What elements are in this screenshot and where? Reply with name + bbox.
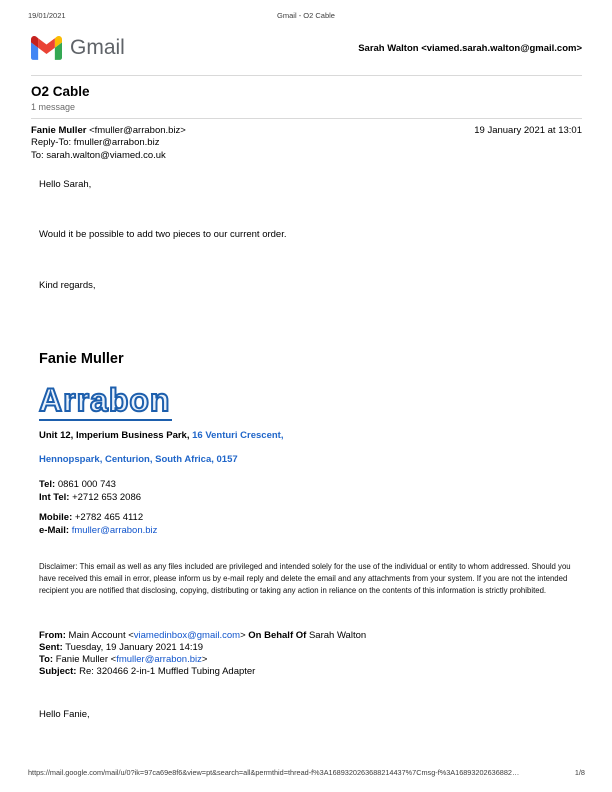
quoted-to-email-link[interactable]: fmuller@arrabon.biz <box>116 654 202 666</box>
message-date: 19 January 2021 at 13:01 <box>474 125 582 136</box>
footer-page-number: 1/8 <box>574 768 585 777</box>
sender <box>31 125 186 137</box>
account-owner: Sarah Walton <viamed.sarah.walton@gmail.com> <box>358 42 582 54</box>
quoted-to-line <box>39 654 582 666</box>
sender-row <box>31 125 582 137</box>
thread-subject: O2 Cable <box>31 84 90 99</box>
gmail-logo <box>31 36 125 60</box>
message-body <box>39 179 582 721</box>
email-line <box>39 524 582 537</box>
quoted-from-pre: Main Account < <box>65 629 134 641</box>
print-header <box>28 11 584 21</box>
footer-url: https://mail.google.com/mail/u/0?ik=97ca69e8f6&view=pt&search=all&permthid=thread-f%3A1689320263688214437%7Cmsg-f%3A16893202636882… <box>28 768 520 777</box>
arrabon-logo-wrap <box>39 367 582 421</box>
sender-name: Fanie Muller <box>31 125 87 136</box>
to-value: sarah.walton@viamed.co.uk <box>46 149 166 161</box>
quoted-sent-line <box>39 642 582 654</box>
reply-to-value: fmuller@arrabon.biz <box>73 137 160 149</box>
quoted-sent-value: Tuesday, 19 January 2021 14:19 <box>62 641 204 653</box>
int-tel-line <box>39 491 582 504</box>
sender-email: <fmuller@arrabon.biz> <box>86 125 186 136</box>
email-content <box>31 33 582 720</box>
message-meta <box>31 125 582 162</box>
tel-line <box>39 478 582 491</box>
quoted-on-behalf-name: Sarah Walton <box>306 629 367 641</box>
quoted-greeting: Hello Fanie, <box>39 709 90 721</box>
quoted-subject-line <box>39 666 582 678</box>
signature-email-link[interactable]: fmuller@arrabon.biz <box>71 524 158 536</box>
phone-block <box>39 478 582 504</box>
arrabon-logo: Arrabon <box>39 382 172 421</box>
tel-label: Tel: <box>39 478 56 490</box>
address-line-2: Hennopspark, Centurion, South Africa, 0157 <box>39 453 238 465</box>
mobile-block <box>39 511 582 537</box>
print-title: Gmail - O2 Cable <box>277 11 335 20</box>
body-request: Would it be possible to add two pieces to our current order. <box>39 228 287 240</box>
body-closing: Kind regards, <box>39 279 96 291</box>
gmail-wordmark: Gmail <box>70 36 125 59</box>
mobile-line <box>39 511 582 524</box>
thread-message-count: 1 message <box>31 102 76 112</box>
tel-value: 0861 000 743 <box>55 478 116 490</box>
quoted-on-behalf-label: On Behalf Of <box>248 629 307 641</box>
body-greeting: Hello Sarah, <box>39 178 92 190</box>
mobile-value: +2782 465 4112 <box>72 511 144 523</box>
quoted-subject-value: Re: 320466 2-in-1 Muffled Tubing Adapter <box>76 666 256 678</box>
gmail-m-icon <box>31 36 62 60</box>
reply-to-label: Reply-To: <box>31 137 74 149</box>
gmail-header <box>31 33 582 63</box>
int-tel-label: Int Tel: <box>39 491 70 503</box>
disclaimer-text: Disclaimer: This email as well as any files included are privileged and intended solely for the use of the individual or entity to whom addressed. Should you have received this email in error, please inform us by e-mail reply and delete the email and any attachments from your system. If you are not the intended recipient you are notified that disclosing, copying, distributing or taking any action in reliance on the contents of this information is strictly prohibited. <box>39 561 571 595</box>
divider <box>31 118 582 119</box>
quoted-to-label: To: <box>39 654 54 666</box>
quoted-to-post: > <box>201 654 208 666</box>
quoted-from-email-link[interactable]: viamedinbox@gmail.com <box>133 629 241 641</box>
print-footer <box>28 768 585 777</box>
divider <box>31 75 582 76</box>
address-line-1 <box>39 430 582 441</box>
quoted-from-label: From: <box>39 629 66 641</box>
print-date: 19/01/2021 <box>28 11 66 20</box>
int-tel-value: +2712 653 2086 <box>69 491 142 503</box>
quoted-subject-label: Subject: <box>39 666 77 678</box>
quoted-from-mid: > <box>240 629 249 641</box>
quoted-to-pre: Fanie Muller < <box>53 654 117 666</box>
quoted-message-meta <box>39 630 582 679</box>
address-black: Unit 12, Imperium Business Park, <box>39 429 193 441</box>
thread-header <box>31 84 582 112</box>
signature-name: Fanie Muller <box>39 350 124 367</box>
reply-to-line <box>31 137 582 149</box>
quoted-sent-label: Sent: <box>39 641 63 653</box>
to-line <box>31 150 582 162</box>
address-blue-1: 16 Venturi Crescent, <box>192 429 284 441</box>
quoted-from-line <box>39 630 582 642</box>
to-label: To: <box>31 149 47 161</box>
mobile-label: Mobile: <box>39 511 73 523</box>
email-label: e-Mail: <box>39 524 70 536</box>
